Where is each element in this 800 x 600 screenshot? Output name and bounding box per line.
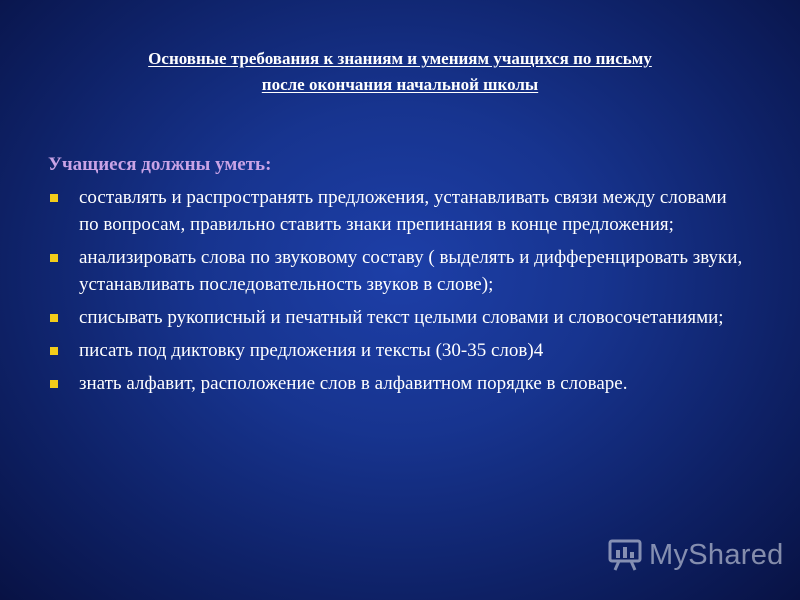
square-bullet-icon [50,194,58,202]
slide-title [40,46,760,98]
bullet-item [48,370,748,397]
bullet-item [48,337,748,364]
square-bullet-icon [50,314,58,322]
slide-title-line-1: Основные требования к знаниям и умениям учащихся по письму [148,49,652,68]
presentation-board-icon [607,537,643,573]
watermark [607,535,784,575]
bullet-text: списывать рукописный и печатный текст целыми словами и словосочетаниями; [79,307,724,328]
square-bullet-icon [50,347,58,355]
bullet-list [48,184,748,403]
slide-title-line-2: после окончания начальной школы [261,75,539,94]
watermark-text: MyShared [649,538,784,571]
bullet-item [48,304,748,331]
bullet-text: знать алфавит, расположение слов в алфавитном порядке в словаре. [79,373,628,394]
square-bullet-icon [50,380,58,388]
bullet-text: анализировать слова по звуковому составу ( выделять и дифференцировать звуки, устанавливать последовательность звуков в слове); [79,247,743,295]
bullet-text: писать под диктовку предложения и тексты (30-35 слов)4 [79,340,544,361]
bullet-item [48,244,748,298]
square-bullet-icon [50,254,58,262]
bullet-text: составлять и распространять предложения, устанавливать связи между словами по вопросам, правильно ставить знаки препинания в конце предложения; [79,187,727,235]
bullet-item [48,184,748,238]
slide-subheading: Учащиеся должны уметь: [48,154,272,175]
